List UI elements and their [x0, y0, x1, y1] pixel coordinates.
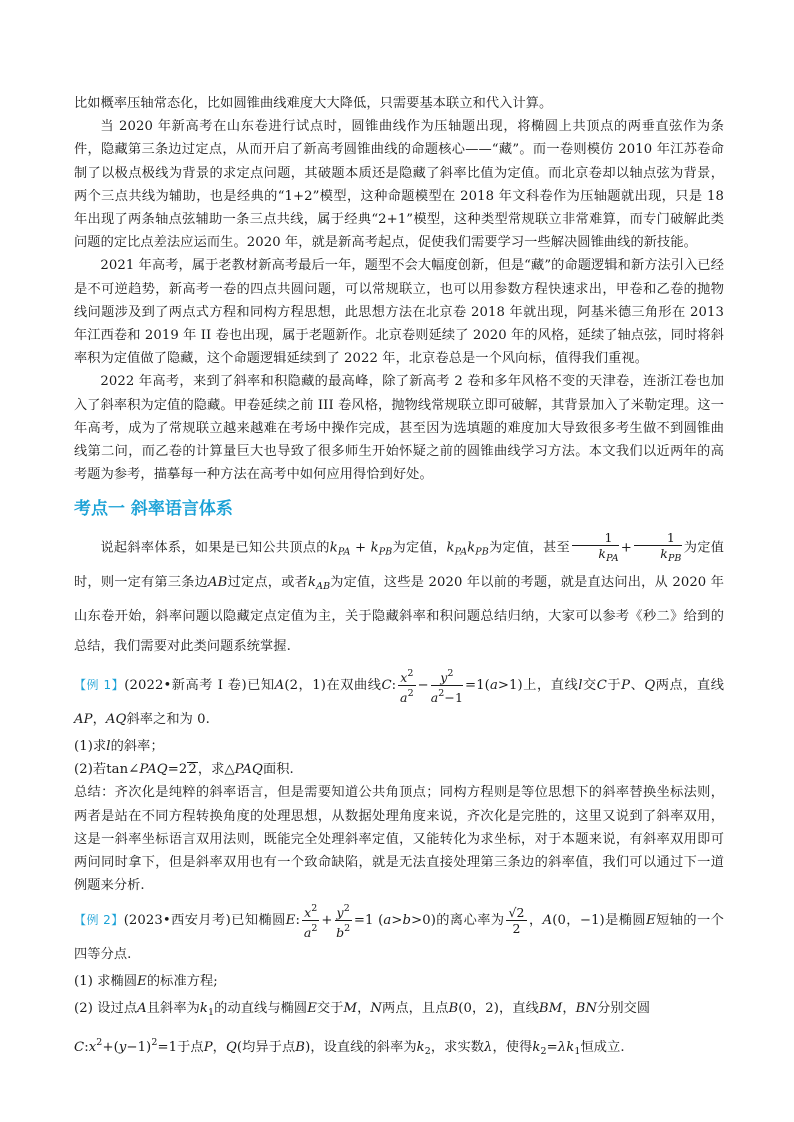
paragraph-1: 比如概率压轴常态化，比如圆锥曲线难度大大降低，只需要基本联立和代入计算。 [74, 96, 553, 111]
paragraph-2022: 2022 年高考，来到了斜率和积隐藏的最高峰，除了新高考 2 卷和多年风格不变的天津卷，连浙江卷也加入了斜率积为定值的隐藏。甲卷延续之前 III 卷风格，抛物线常规联立即可破解，其背景加入了米勒定理。这一年高考，成为了常规联立越来越难在考场中操作完成，甚至因为选填题的难度加大导致很多考生做不到圆锥曲线第二问，而乙卷的计算量巨大也导致了很多师生开始怀疑之前的圆锥曲线学习方法。本文我们以近两年的高考题为参考，描摹每一种方法在高考中如何应用得恰到好处。 [74, 374, 724, 483]
section-title: 考点一 斜率语言体系 [74, 499, 233, 520]
example-2-question-1: (1) 求椭圆E的标准方程; [74, 974, 218, 990]
slope-system-paragraph: 说起斜率体系，如果是已知公共顶点的$k_{PA} + k_{PB}$为定值，$k_{PA}k_{PB}$为定值，甚至 $\frac{1}{k_{PA}}$ + $\frac{1}{k_{PB}}$ 为定值时，则一定有第三条边AB过定点，或者$k_{AB}$为定值，这些是 2020 年以前的考题，就是直达问出，从 2020 年山东卷开始，斜率问题以隐藏定点定值为主，关于隐藏斜率和积问题总结归纳，大家可以参考《秒二》给到的总结，我们需要对此类问题系统掌握. [74, 530, 724, 654]
document-page [74, 92, 724, 1067]
paragraph-2020: 当 2020 年新高考在山东卷进行试点时，圆锥曲线作为压轴题出现，将椭圆上共顶点的两垂直弦作为条件，隐藏第三条边过定点，从而开启了新高考圆锥曲线的命题核心——“藏”。而一卷则模仿 2010 年江苏卷命制了以极点极线为背景的求定点问题，其破题本质还是隐藏了斜率比值为定值。而北京卷却以轴点弦为背景，两个三点共线为辅助，也是经典的“1+2”模型，这种命题模型在 2018 年文科卷作为压轴题就出现，只是 18 年出现了两条轴点弦辅助一条三点共线，属于经典“2+1”模型，这种类型常规联立非常难算，而专门破解此类问题的定比点差法应运而生。2020 年，就是新高考起点，促使我们需要学习一些解决圆锥曲线的新技能。 [74, 119, 724, 251]
example-2-question-2: (2) 设过点A且斜率为$k_1$的动直线与椭圆E交于M，N两点，且点B(0，2)，直线BM，BN分别交圆 [74, 1000, 651, 1018]
example-2-question-2-cont: $C:x^2+(y-1)^2=1$于点P，Q(均异于点B)，设直线的斜率为$k_2$，求实数λ，使得$k_2=\lambda k_1$恒成立. [74, 1036, 625, 1057]
summary-paragraph: 总结：齐次化是纯粹的斜率语言，但是需要知道公共角顶点；同构方程则是等位思想下的斜率替换坐标法则，两者是站在不同方程转换角度的处理思想，从数据处理角度来说，齐次化是完胜的，这里又说到了斜率双用，这是一斜率坐标语言双用法则，既能完全处理斜率定值，又能转化为求坐标，对于本题来说，有斜率双用即可两问同时拿下，但是斜率双用也有一个致命缺陷，就是无法直接处理第三条边的斜率值，我们可以通过下一道例题来分析. [74, 785, 724, 894]
example-1: 【例 1】(2022•新高考 I 卷)已知A(2，1)在双曲线C: $\frac{x^2}{a^2}$ − $\frac{y^2}{a^2-1}$ =1(a>1)上，直线l交C于P、Q两点，直线AP，AQ斜率之和为 0. [74, 667, 724, 727]
example-1-question-1: (1)求l的斜率； [74, 738, 164, 754]
example-2: 【例 2】(2023•西安月考)已知椭圆E: $\frac{x^2}{a^2}$ + $\frac{y^2}{b^2}$ =1 (a>b>0)的离心率为 $\frac{√2}{2}$ ，A(0，−1)是椭圆E短轴的一个四等分点. [74, 903, 724, 963]
paragraph-2021: 2021 年高考，属于老教材新高考最后一年，题型不会大幅度创新，但是“藏”的命题逻辑和新方法引入已经是不可逆趋势，新高考一卷的四点共圆问题，可以常规联立，也可以用参数方程快速求出，甲卷和乙卷的抛物线问题涉及到了两点式方程和同构方程思想，此思想方法在北京卷 2018 年就出现，阿基米德三角形在 2013 年江西卷和 2019 年 II 卷也出现，属于老题新作。北京卷则延续了 2020 年的风格，延续了轴点弦，同时将斜率积为定值做了隐藏，这个命题逻辑延续到了 2022 年，北京卷总是一个风向标，值得我们重视。 [74, 258, 724, 367]
example-2-tag: 【例 2】 [74, 913, 124, 928]
example-1-question-2: (2)若tan∠PAQ=22，求△PAQ面积. [74, 762, 294, 778]
example-1-tag: 【例 1】 [74, 677, 125, 692]
